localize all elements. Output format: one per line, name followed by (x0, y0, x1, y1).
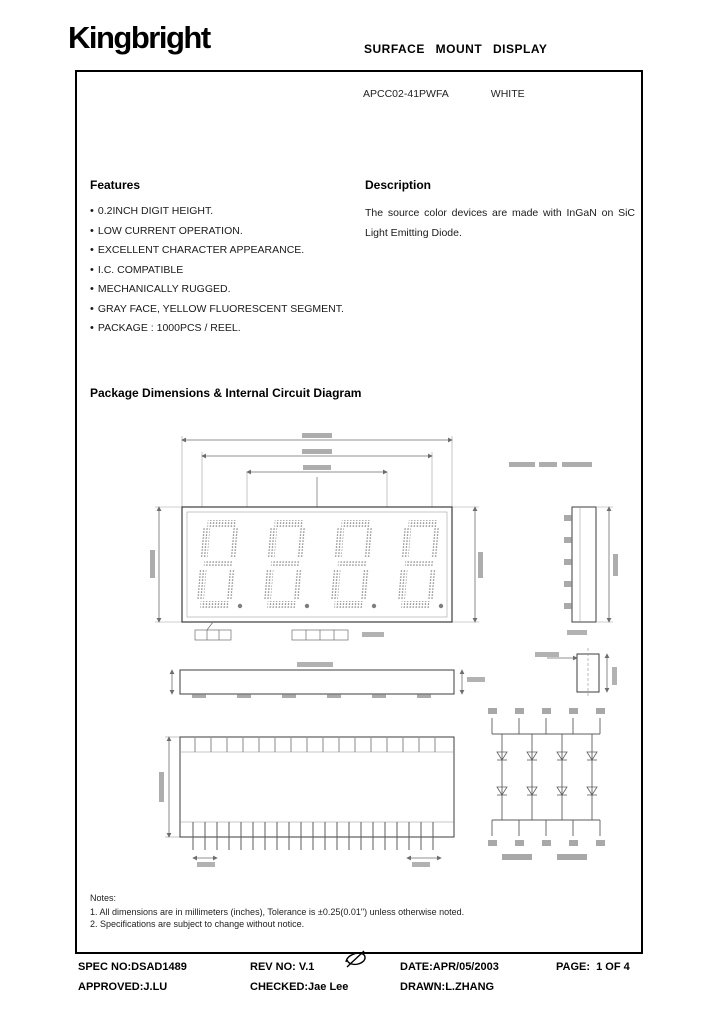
description-section (365, 178, 635, 243)
rev-no: REV NO: V.1 (250, 961, 315, 973)
feature-item: • LOW CURRENT OPERATION. (90, 222, 366, 242)
part-line (363, 88, 525, 100)
approved-by: APPROVED:J.LU (78, 981, 168, 993)
notes-heading: Notes: (90, 893, 117, 903)
drawn-by: DRAWN:L.ZHANG (400, 981, 495, 993)
approval-stamp-icon (343, 948, 369, 975)
feature-item: • MECHANICALLY RUGGED. (90, 280, 366, 300)
side-view-drawing (509, 462, 618, 635)
note-1: 1. All dimensions are in millimeters (inches), Tolerance is ±0.25(0.01") unless otherwise noted. (90, 907, 465, 917)
feature-item: • I.C. COMPATIBLE (90, 261, 366, 281)
part-number: APCC02-41PWFA (363, 88, 449, 100)
internal-circuit-diagram (488, 708, 605, 860)
feature-item: • GRAY FACE, YELLOW FLUORESCENT SEGMENT. (90, 300, 366, 320)
date: DATE:APR/05/2003 (400, 961, 499, 973)
features-list (90, 202, 366, 339)
end-view-drawing (535, 648, 617, 698)
diagram-heading: Package Dimensions & Internal Circuit Diagram (90, 386, 362, 400)
feature-item: • EXCELLENT CHARACTER APPEARANCE. (90, 241, 366, 261)
top-view-drawing (150, 433, 483, 640)
document-title: SURFACE MOUNT DISPLAY (364, 42, 548, 56)
checked-by: CHECKED:Jae Lee (250, 981, 349, 993)
note-2: 2. Specifications are subject to change without notice. (90, 919, 305, 929)
feature-item: • 0.2INCH DIGIT HEIGHT. (90, 202, 366, 222)
part-color: WHITE (490, 88, 525, 100)
side-elevation-drawing (172, 662, 485, 698)
features-section (90, 178, 366, 339)
features-heading: Features (90, 178, 141, 192)
kingbright-logo: Kingbright (68, 20, 210, 55)
page-number: PAGE: 1 OF 4 (556, 961, 630, 973)
notes-section (90, 892, 464, 930)
solder-pad-drawing (159, 737, 454, 867)
feature-item: • PACKAGE : 1000PCS / REEL. (90, 319, 366, 339)
content-border-box (75, 70, 643, 954)
description-heading: Description (365, 178, 432, 192)
description-text: The source color devices are made with InGaN on SiC Light Emitting Diode. (365, 207, 635, 239)
package-dimensions-drawing (107, 422, 627, 882)
spec-no: SPEC NO:DSAD1489 (78, 961, 187, 973)
